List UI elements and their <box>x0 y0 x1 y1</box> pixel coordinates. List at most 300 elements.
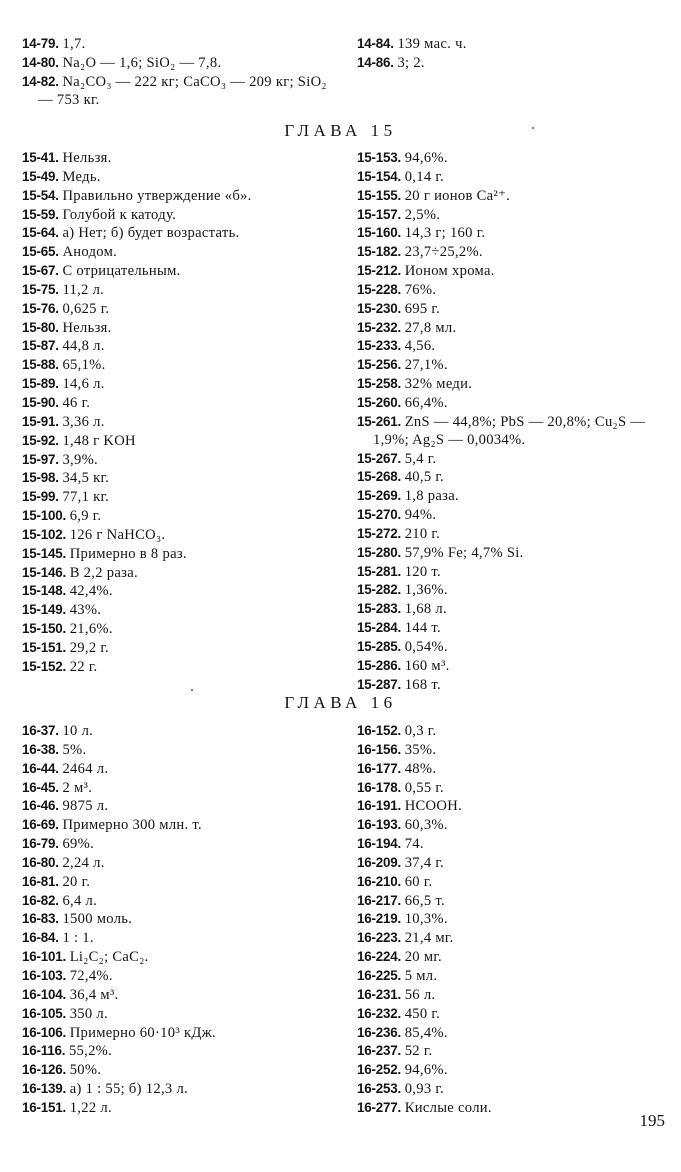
problem-number: 16-79. <box>22 836 59 852</box>
answer-entry <box>22 779 340 798</box>
problem-number: 16-224. <box>357 949 402 965</box>
answer-entry <box>357 779 667 798</box>
answer-text: Медь. <box>62 168 101 185</box>
answer-text: 29,2 г. <box>69 639 109 656</box>
problem-number: 16-80. <box>22 854 59 870</box>
answer-entry <box>22 639 340 658</box>
answer-text: 126 г NaHCO₃. <box>69 526 166 543</box>
answer-text: 1 : 1. <box>62 930 94 947</box>
answer-text: 74. <box>404 836 424 853</box>
problem-number: 15-285. <box>357 638 402 654</box>
answer-entry <box>22 451 340 470</box>
answer-text: 27,8 мл. <box>404 319 457 336</box>
answer-text: 695 г. <box>404 300 441 317</box>
answer-entry <box>357 1080 667 1099</box>
problem-number: 15-267. <box>357 450 402 466</box>
answer-entry <box>357 797 667 816</box>
answer-text: 60 г. <box>404 873 433 890</box>
answer-text: 48%. <box>404 760 437 777</box>
answer-entry <box>357 581 673 600</box>
answer-text: 6,4 л. <box>62 892 98 909</box>
answer-entry <box>22 658 340 677</box>
problem-number: 15-41. <box>22 150 59 165</box>
answer-entry <box>22 854 340 873</box>
answer-entry <box>357 929 667 948</box>
answer-entry <box>22 1061 340 1080</box>
problem-number: 16-217. <box>357 892 402 908</box>
answer-text: 2,24 л. <box>62 854 105 871</box>
answer-text: 0,625 г. <box>62 300 110 317</box>
problem-number: 15-91. <box>22 413 59 429</box>
problem-number: 15-155. <box>357 187 402 203</box>
answer-entry <box>22 281 340 300</box>
problem-number: 16-46. <box>22 798 59 814</box>
answer-text: 50%. <box>69 1062 102 1079</box>
answer-entry <box>22 243 340 262</box>
answer-entry <box>22 1080 340 1099</box>
answer-entry <box>22 337 340 356</box>
answer-text: 52 г. <box>404 1043 433 1060</box>
answer-entry <box>357 168 673 187</box>
problem-number: 16-191. <box>357 798 402 814</box>
answer-entry <box>357 1061 667 1080</box>
answer-text: 94,6%. <box>404 150 448 166</box>
problem-number: 15-150. <box>22 621 67 637</box>
chapter15-right-column <box>357 149 673 694</box>
answer-text: 60,3%. <box>404 817 448 834</box>
answer-text: 3,36 л. <box>62 413 105 430</box>
answer-entry <box>22 1099 340 1118</box>
problem-number: 15-281. <box>357 563 402 579</box>
answer-text: 1,68 л. <box>404 601 447 618</box>
problem-number: 15-258. <box>357 376 402 392</box>
answer-text: 65,1%. <box>62 357 106 374</box>
answer-text: 11,2 л. <box>62 281 105 298</box>
answer-text: а) 1 : 55; б) 12,3 л. <box>69 1081 188 1098</box>
answer-entry <box>357 657 673 676</box>
problem-number: 15-283. <box>357 601 402 617</box>
answer-text: 94%. <box>404 507 437 524</box>
problem-number: 15-282. <box>357 582 402 598</box>
problem-number: 15-212. <box>357 263 402 279</box>
problem-number: 16-210. <box>357 873 402 889</box>
answer-entry <box>357 206 673 225</box>
answer-entry <box>22 73 340 110</box>
answer-entry <box>357 149 673 168</box>
answer-entry <box>357 356 673 375</box>
answer-entry <box>357 1042 667 1061</box>
answer-entry <box>22 469 340 488</box>
answer-text: Кислые соли. <box>404 1099 492 1116</box>
answer-text: 42,4%. <box>69 583 113 600</box>
answer-text: В 2,2 раза. <box>69 564 138 581</box>
answer-text: 10 л. <box>62 723 94 739</box>
answer-entry <box>357 35 667 54</box>
problem-number: 15-152. <box>22 658 67 674</box>
problem-number: 15-228. <box>357 281 402 297</box>
answer-entry <box>357 262 673 281</box>
problem-number: 16-219. <box>357 911 402 927</box>
problem-number: 15-49. <box>22 168 59 184</box>
page-number: 195 <box>639 1111 665 1130</box>
answer-text: Примерно 60·10³ кДж. <box>69 1024 216 1041</box>
answer-entry <box>357 816 667 835</box>
answer-text: 5 мл. <box>404 967 438 984</box>
problem-number: 15-269. <box>357 488 402 504</box>
problem-number: 16-45. <box>22 779 59 795</box>
problem-number: 16-83. <box>22 911 59 927</box>
problem-number: 16-151. <box>22 1099 67 1115</box>
answer-entry <box>357 948 667 967</box>
answer-text: 14,6 л. <box>62 376 105 393</box>
answer-text: 85,4%. <box>404 1024 448 1041</box>
answer-entry <box>357 760 667 779</box>
problem-number: 15-153. <box>357 150 402 165</box>
problem-number: 15-230. <box>357 300 402 316</box>
answer-text: 56 л. <box>404 986 436 1003</box>
answer-text: 5,4 г. <box>404 450 437 467</box>
problem-number: 15-148. <box>22 583 67 599</box>
problem-number: 15-65. <box>22 244 59 260</box>
answer-text: 21,4 мг. <box>404 930 454 947</box>
problem-number: 14-80. <box>22 54 59 70</box>
print-speck <box>532 127 534 129</box>
answer-entry <box>357 910 667 929</box>
answer-entry <box>22 432 340 451</box>
answer-entry <box>357 676 673 695</box>
answer-text: 0,54%. <box>404 638 448 655</box>
answer-entry <box>22 892 340 911</box>
answer-text: 34,5 кг. <box>62 470 110 487</box>
problem-number: 16-44. <box>22 760 59 776</box>
problem-number: 15-232. <box>357 319 402 335</box>
problem-number: 15-157. <box>357 206 402 222</box>
answer-entry <box>22 394 340 413</box>
answer-entry <box>357 281 673 300</box>
answer-text: 94,6%. <box>404 1062 448 1079</box>
answer-text: 144 т. <box>404 620 441 637</box>
problem-number: 15-88. <box>22 357 59 373</box>
answer-text: 120 т. <box>404 563 441 580</box>
answer-entry <box>22 262 340 281</box>
problem-number: 15-145. <box>22 545 67 561</box>
answer-text: 76%. <box>404 281 437 298</box>
answer-text: 35%. <box>404 741 437 758</box>
answer-text: 0,93 г. <box>404 1081 444 1098</box>
answer-text: Голубой к катоду. <box>62 206 177 223</box>
answer-entry <box>22 564 340 583</box>
answer-entry <box>357 337 673 356</box>
problem-number: 16-101. <box>22 949 67 965</box>
chapter15-heading: ГЛАВА 15 <box>284 121 397 140</box>
problem-number: 15-268. <box>357 469 402 485</box>
problem-number: 15-97. <box>22 451 59 467</box>
problem-number: 16-252. <box>357 1062 402 1078</box>
problem-number: 15-102. <box>22 526 67 542</box>
problem-number: 14-82. <box>22 73 59 89</box>
problem-number: 15-100. <box>22 508 67 524</box>
problem-number: 15-75. <box>22 281 59 297</box>
problem-number: 15-280. <box>357 544 402 560</box>
problem-number: 16-139. <box>22 1081 67 1097</box>
chapter16-right-column <box>357 722 667 1118</box>
answer-text: 1,22 л. <box>69 1099 112 1116</box>
problem-number: 16-209. <box>357 854 402 870</box>
answer-entry <box>357 1005 667 1024</box>
answer-entry <box>22 488 340 507</box>
answer-text: 57,9% Fe; 4,7% Si. <box>404 544 524 561</box>
answer-text: 1,36%. <box>404 582 448 599</box>
answer-text: 46 г. <box>62 394 91 411</box>
answer-text: 0,55 г. <box>404 779 444 796</box>
answer-text: 22 г. <box>69 658 98 675</box>
answer-text: 69%. <box>62 836 95 853</box>
problem-number: 16-178. <box>357 779 402 795</box>
answer-text: 40,5 г. <box>404 469 444 486</box>
answer-text: 37,4 г. <box>404 854 444 871</box>
answer-text: С отрицательным. <box>62 263 181 280</box>
answer-text: 1,8 раза. <box>404 488 459 505</box>
problem-number: 15-151. <box>22 639 67 655</box>
answer-entry <box>22 35 340 54</box>
chapter14-right-column <box>357 35 667 73</box>
answer-entry <box>357 986 667 1005</box>
problem-number: 16-232. <box>357 1005 402 1021</box>
chapter14-left-column <box>22 35 340 109</box>
answer-text: HCOOH. <box>404 798 463 815</box>
answer-entry <box>357 1099 667 1118</box>
answer-entry <box>22 149 340 168</box>
problem-number: 16-231. <box>357 986 402 1002</box>
problem-number: 15-284. <box>357 620 402 636</box>
answer-text: Примерно 300 млн. т. <box>62 817 202 834</box>
answer-entry <box>22 206 340 225</box>
answer-entry <box>22 356 340 375</box>
chapter16-left-column <box>22 722 340 1118</box>
answer-text: 32% меди. <box>404 376 473 393</box>
answer-text: 139 мас. ч. <box>397 36 467 52</box>
answer-entry <box>22 507 340 526</box>
answer-entry <box>357 835 667 854</box>
answer-entry <box>22 375 340 394</box>
problem-number: 15-160. <box>357 225 402 241</box>
answer-entry <box>357 450 673 469</box>
answer-entry <box>22 797 340 816</box>
answer-entry <box>22 224 340 243</box>
answer-text: Li₂C₂; CaC₂. <box>69 949 149 966</box>
answer-entry <box>22 319 340 338</box>
answer-text: 20 г. <box>62 873 91 890</box>
problem-number: 15-59. <box>22 206 59 222</box>
answer-text: 1500 моль. <box>62 911 133 928</box>
problem-number: 16-223. <box>357 930 402 946</box>
answer-entry <box>357 1024 667 1043</box>
answer-entry <box>357 243 673 262</box>
answer-text: Ионом хрома. <box>404 263 495 280</box>
problem-number: 16-37. <box>22 723 59 738</box>
answer-entry <box>22 526 340 545</box>
answer-text: Na₂CO₃ — 222 кг; CaCO₃ — 209 кг; SiO₂ — 753 кг. <box>38 73 327 108</box>
answer-entry <box>357 619 673 638</box>
answer-entry <box>357 638 673 657</box>
answer-text: 1,7. <box>62 36 86 52</box>
answer-entry <box>22 545 340 564</box>
answer-text: а) Нет; б) будет возрастать. <box>62 225 240 242</box>
problem-number: 16-126. <box>22 1062 67 1078</box>
problem-number: 15-92. <box>22 432 59 448</box>
answer-text: 3; 2. <box>397 54 425 71</box>
problem-number: 14-84. <box>357 36 394 51</box>
answer-text: 14,3 г; 160 г. <box>404 225 486 242</box>
problem-number: 14-86. <box>357 54 394 70</box>
answer-text: 210 г. <box>404 525 441 542</box>
problem-number: 15-270. <box>357 507 402 523</box>
answer-text: 2,5%. <box>404 206 441 223</box>
problem-number: 16-104. <box>22 986 67 1002</box>
answer-entry <box>22 187 340 206</box>
chapter15-left-column <box>22 149 340 677</box>
answer-text: 5%. <box>62 741 87 758</box>
print-speck <box>191 689 193 691</box>
answer-entry <box>357 224 673 243</box>
answer-entry <box>22 986 340 1005</box>
answer-text: 72,4%. <box>69 967 113 984</box>
answer-text: Примерно в 8 раз. <box>69 545 187 562</box>
answer-entry <box>357 741 667 760</box>
problem-number: 15-80. <box>22 319 59 335</box>
problem-number: 15-76. <box>22 300 59 316</box>
problem-number: 16-69. <box>22 817 59 833</box>
problem-number: 16-177. <box>357 760 402 776</box>
answer-text: 160 м³. <box>404 657 450 674</box>
answer-text: 2 м³. <box>62 779 93 796</box>
problem-number: 16-81. <box>22 873 59 889</box>
problem-number: 16-194. <box>357 836 402 852</box>
problem-number: 16-152. <box>357 723 402 738</box>
answer-entry <box>357 394 673 413</box>
answer-text: Нельзя. <box>62 150 112 166</box>
answer-entry <box>357 873 667 892</box>
answer-entry <box>357 722 667 741</box>
answer-entry <box>22 300 340 319</box>
problem-number: 16-38. <box>22 741 59 757</box>
answer-text: 36,4 м³. <box>69 986 119 1003</box>
problem-number: 16-156. <box>357 741 402 757</box>
answer-text: 2464 л. <box>62 760 109 777</box>
problem-number: 15-67. <box>22 263 59 279</box>
problem-number: 14-79. <box>22 36 59 51</box>
problem-number: 16-82. <box>22 892 59 908</box>
problem-number: 15-99. <box>22 489 59 505</box>
answer-entry <box>22 722 340 741</box>
answer-entry <box>22 873 340 892</box>
answer-entry <box>357 468 673 487</box>
problem-number: 15-256. <box>357 357 402 373</box>
answer-entry <box>22 620 340 639</box>
problem-number: 16-103. <box>22 967 67 983</box>
problem-number: 15-182. <box>357 244 402 260</box>
answer-entry <box>22 1042 340 1061</box>
answer-text: 0,3 г. <box>404 723 437 739</box>
problem-number: 16-193. <box>357 817 402 833</box>
answer-entry <box>22 413 340 432</box>
problem-number: 15-64. <box>22 225 59 241</box>
problem-number: 15-98. <box>22 470 59 486</box>
answer-text: 66,4%. <box>404 394 448 411</box>
answer-entry <box>357 525 673 544</box>
answer-text: 0,14 г. <box>404 168 444 185</box>
answer-text: 44,8 л. <box>62 338 105 355</box>
problem-number: 16-236. <box>357 1024 402 1040</box>
answer-entry <box>22 929 340 948</box>
answer-entry <box>357 487 673 506</box>
problem-number: 15-87. <box>22 338 59 354</box>
answer-text: 21,6%. <box>69 621 113 638</box>
problem-number: 15-149. <box>22 602 67 618</box>
answer-entry <box>22 168 340 187</box>
answer-entry <box>22 601 340 620</box>
problem-number: 15-90. <box>22 394 59 410</box>
answer-text: 55,2%. <box>68 1043 113 1060</box>
answer-text: 10,3%. <box>404 911 448 928</box>
answer-text: 450 г. <box>404 1005 441 1022</box>
answer-entry <box>22 816 340 835</box>
answer-text: 43%. <box>69 602 102 619</box>
problem-number: 15-233. <box>357 338 402 354</box>
problem-number: 15-286. <box>357 657 402 673</box>
answer-entry <box>357 506 673 525</box>
answer-entry <box>22 1005 340 1024</box>
answer-entry <box>357 187 673 206</box>
answer-entry <box>357 600 673 619</box>
problem-number: 16-105. <box>22 1005 67 1021</box>
answer-entry <box>357 300 673 319</box>
problem-number: 16-237. <box>357 1043 402 1059</box>
answer-text: 350 л. <box>69 1005 108 1022</box>
problem-number: 16-225. <box>357 967 402 983</box>
problem-number: 16-116. <box>22 1043 66 1059</box>
problem-number: 15-146. <box>22 564 67 580</box>
problem-number: 15-154. <box>357 168 402 184</box>
answer-entry <box>357 413 673 450</box>
answer-entry <box>357 319 673 338</box>
answer-text: Нельзя. <box>62 319 112 336</box>
answer-text: 1,48 г KOH <box>62 432 136 449</box>
answer-entry <box>22 948 340 967</box>
problem-number: 16-253. <box>357 1081 402 1097</box>
answer-text: Na₂O — 1,6; SiO₂ — 7,8. <box>62 54 222 71</box>
answer-text: 77,1 кг. <box>62 489 110 506</box>
answer-text: 168 т. <box>404 676 441 693</box>
answer-entry <box>357 967 667 986</box>
problem-number: 16-277. <box>357 1099 402 1115</box>
answer-text: 23,7÷25,2%. <box>404 244 483 261</box>
chapter16-heading: ГЛАВА 16 <box>284 693 397 712</box>
answer-text: Правильно утверждение «б». <box>62 187 252 204</box>
answer-entry <box>22 760 340 779</box>
answer-entry <box>357 375 673 394</box>
problem-number: 15-54. <box>22 187 59 203</box>
answer-entry <box>22 54 340 73</box>
answer-text: 27,1%. <box>404 357 448 374</box>
answer-text: 3,9%. <box>62 451 98 468</box>
answer-entry <box>22 835 340 854</box>
answer-text: 4,56. <box>404 338 436 355</box>
answer-entry <box>357 544 673 563</box>
answer-text: 9875 л. <box>62 798 109 815</box>
problem-number: 16-84. <box>22 930 59 946</box>
answer-entry <box>22 1024 340 1043</box>
